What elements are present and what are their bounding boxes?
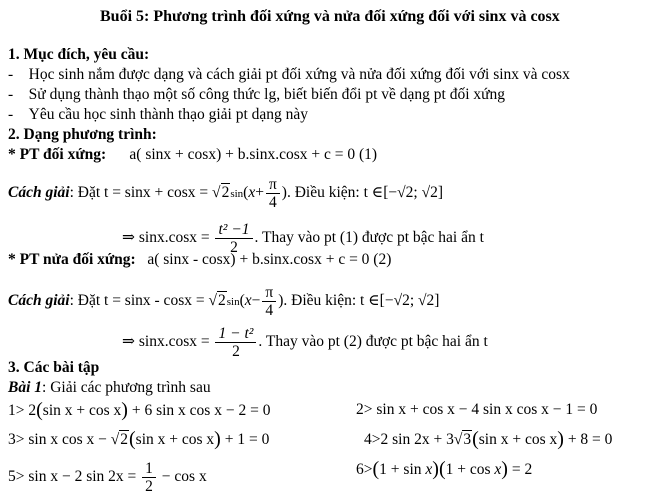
section-2-heading: 2. Dạng phương trình: xyxy=(8,126,157,143)
list-item: - Sử dụng thành thạo một số công thức lg, biết biến đổi pt về dạng pt đối xứng xyxy=(8,86,506,103)
symmetric-form xyxy=(8,146,377,164)
symmetric-equation: a( sinx + cosx) + b.sinx.cosx + c = 0 (1) xyxy=(129,146,378,163)
list-item: - Yêu cầu học sinh thành thạo giải pt dạng này xyxy=(8,106,309,123)
half-symmetric-form xyxy=(8,251,391,269)
equation-6: 6>(1 + sin x)(1 + cos x) = 2 xyxy=(356,458,533,480)
section-1-heading: 1. Mục đích, yêu cầu: xyxy=(8,46,150,63)
half-symmetric-product: ⇒ sinx.cosx = $\frac{\text{1 − t²}}{2}$ . Thay vào pt (2) được pt bậc hai ẩn t xyxy=(122,325,488,360)
equation-5: 5> sin x − 2 sin 2x = $\frac{1}{2}$ − cos x xyxy=(8,460,207,495)
half-symmetric-method: Cách giải: Đặt t = sinx - cosx = √2sin(x− $\frac{\pi}{4}$ ). Điều kiện: t ∈[−√2; √2] xyxy=(8,284,440,319)
half-symmetric-equation: a( sinx - cosx) + b.sinx.cosx + c = 0 (2) xyxy=(147,251,392,268)
symmetric-label: * PT đối xứng: xyxy=(8,146,107,163)
equation-1: 1> 2(sin x + cos x) + 6 sin x cos x − 2 = 0 xyxy=(8,399,271,421)
symmetric-method: Cách giải: Đặt t = sinx + cosx = √2sin(x+ $\frac{\pi}{4}$ ). Điều kiện: t ∈[−√2; √2] xyxy=(8,176,444,211)
equation-3: 3> sin x cos x − √2(sin x + cos x) + 1 = 0 xyxy=(8,428,270,450)
equation-4: 4>2 sin 2x + 3√3(sin x + cos x) + 8 = 0 xyxy=(364,428,613,450)
half-symmetric-label: * PT nửa đối xứng: xyxy=(8,251,136,268)
section-3-heading: 3. Các bài tập xyxy=(8,359,100,376)
page-title: Buổi 5: Phương trình đối xứng và nửa đối xứng đối với sinx và cosx xyxy=(100,8,560,25)
equation-2: 2> sin x + cos x − 4 sin x cos x − 1 = 0 xyxy=(356,401,598,418)
list-item: - Học sinh nắm được dạng và cách giải pt đối xứng và nửa đối xứng đối với sinx và cosx xyxy=(8,66,570,83)
exercise-1-intro: Bài 1: Giải các phương trình sau xyxy=(8,379,211,396)
symmetric-product: ⇒ sinx.cosx = $\frac{\text{t² −1}}{2}$ . Thay vào pt (1) được pt bậc hai ẩn t xyxy=(122,221,484,256)
